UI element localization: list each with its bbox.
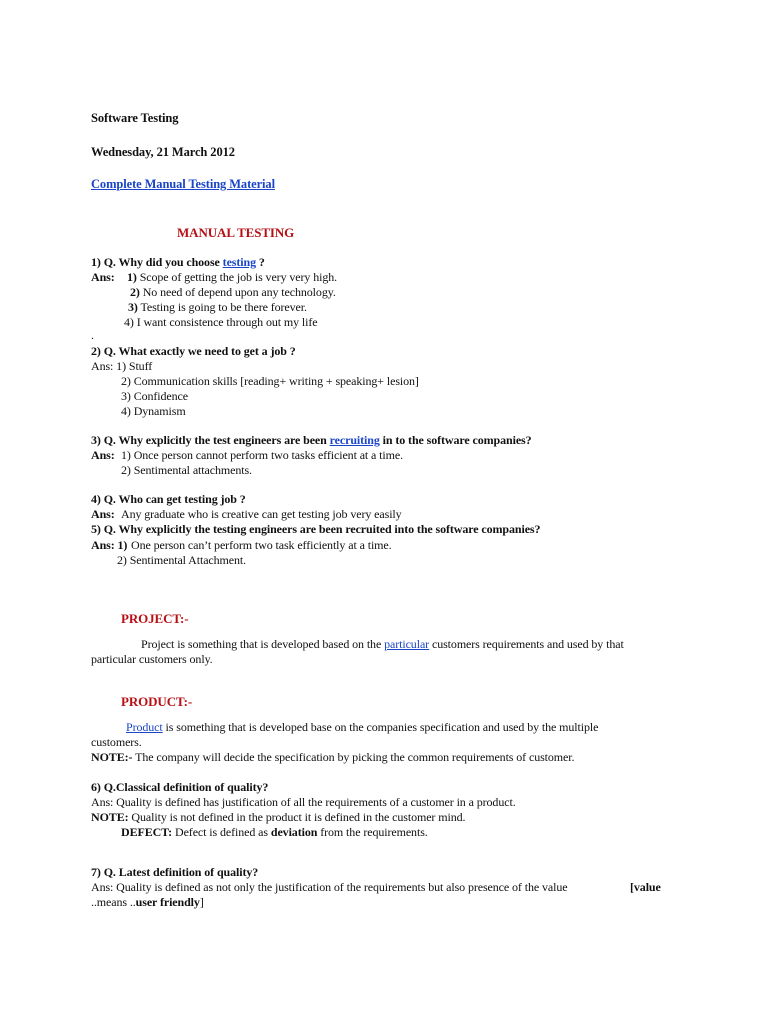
blog-title: Software Testing <box>91 111 179 125</box>
q6-defect: DEFECT: Defect is defined as deviation from the requirements. <box>121 825 428 839</box>
q2-answer-1: Ans: 1) Stuff <box>91 359 153 373</box>
stray-dot: . <box>91 328 94 342</box>
q4-question: 4) Q. Who can get testing job ? <box>91 492 246 506</box>
q2-answer-2: 2) Communication skills [reading+ writing + speaking+ lesion] <box>121 374 419 388</box>
q1-ans-label: Ans: <box>91 270 115 284</box>
product-note: NOTE:- The company will decide the specification by picking the common requirements of customer. <box>91 750 575 764</box>
q5-question: 5) Q. Why explicitly the testing engineers are been recruited into the software companies? <box>91 522 541 536</box>
project-line-1: Project is something that is developed based on the particular customers requirements and used by that <box>141 637 624 651</box>
q1-number: 1) Q. <box>91 255 116 269</box>
q5-answer-1: One person can’t perform two task efficiently at a time. <box>131 538 392 552</box>
doc-title: MANUAL TESTING <box>177 225 295 240</box>
particular-link[interactable]: particular <box>384 637 430 651</box>
product-line-1: Product is something that is developed base on the companies specification and used by the multiple <box>126 720 599 734</box>
q7-value-bracket: [value <box>630 880 661 894</box>
q5-answer-2: 2) Sentimental Attachment. <box>117 553 247 567</box>
project-heading: PROJECT:- <box>121 611 189 626</box>
q1-question <box>91 255 265 270</box>
post-date: Wednesday, 21 March 2012 <box>91 145 235 159</box>
product-heading: PRODUCT:- <box>121 694 193 709</box>
product-line-2: customers. <box>91 735 142 749</box>
q1-answer-2: 2) No need of depend upon any technology. <box>130 285 336 299</box>
q4-answer-1: Any graduate who is creative can get testing job very easily <box>121 507 402 521</box>
project-line-2: particular customers only. <box>91 652 213 666</box>
q2-answer-3: 3) Confidence <box>121 389 189 403</box>
q6-question: 6) Q.Classical definition of quality? <box>91 780 269 794</box>
q6-note: NOTE: Quality is not defined in the product it is defined in the customer mind. <box>91 810 466 824</box>
q1-answer-3: 3) Testing is going to be there forever. <box>128 300 307 314</box>
post-title-link[interactable]: Complete Manual Testing Material <box>91 177 275 191</box>
q7-question: 7) Q. Latest definition of quality? <box>91 865 259 879</box>
q3-answer-2: 2) Sentimental attachments. <box>121 463 252 477</box>
q2-answer-4: 4) Dynamism <box>121 404 186 418</box>
q6-answer-1: Ans: Quality is defined has justification of all the requirements of a customer in a product. <box>91 795 516 809</box>
q3-ans-label: Ans: <box>91 448 115 462</box>
q3-answer-1: 1) Once person cannot perform two tasks efficient at a time. <box>121 448 404 462</box>
q1-answer-1: 1) Scope of getting the job is very very high. <box>127 270 338 284</box>
q1-testing-link[interactable]: testing <box>222 255 256 269</box>
q3-recruiting-link[interactable]: recruiting <box>329 433 380 447</box>
q1-text-end: ? <box>258 255 265 269</box>
product-link[interactable]: Product <box>126 720 163 734</box>
q7-answer-2: ..means ..user friendly] <box>91 895 204 909</box>
q4-ans-label: Ans: <box>91 507 115 521</box>
q1-text: Why did you choose <box>118 255 220 269</box>
q1-answer-4: 4) I want consistence through out my life <box>124 315 318 329</box>
q7-answer-1: Ans: Quality is defined as not only the justification of the requirements but also presence of the value <box>91 880 568 894</box>
q5-ans-label: Ans: 1) <box>91 538 128 552</box>
q3-question: 3) Q. Why explicitly the test engineers are been recruiting in to the software companies? <box>91 433 532 447</box>
q2-question: 2) Q. What exactly we need to get a job ? <box>91 344 296 358</box>
